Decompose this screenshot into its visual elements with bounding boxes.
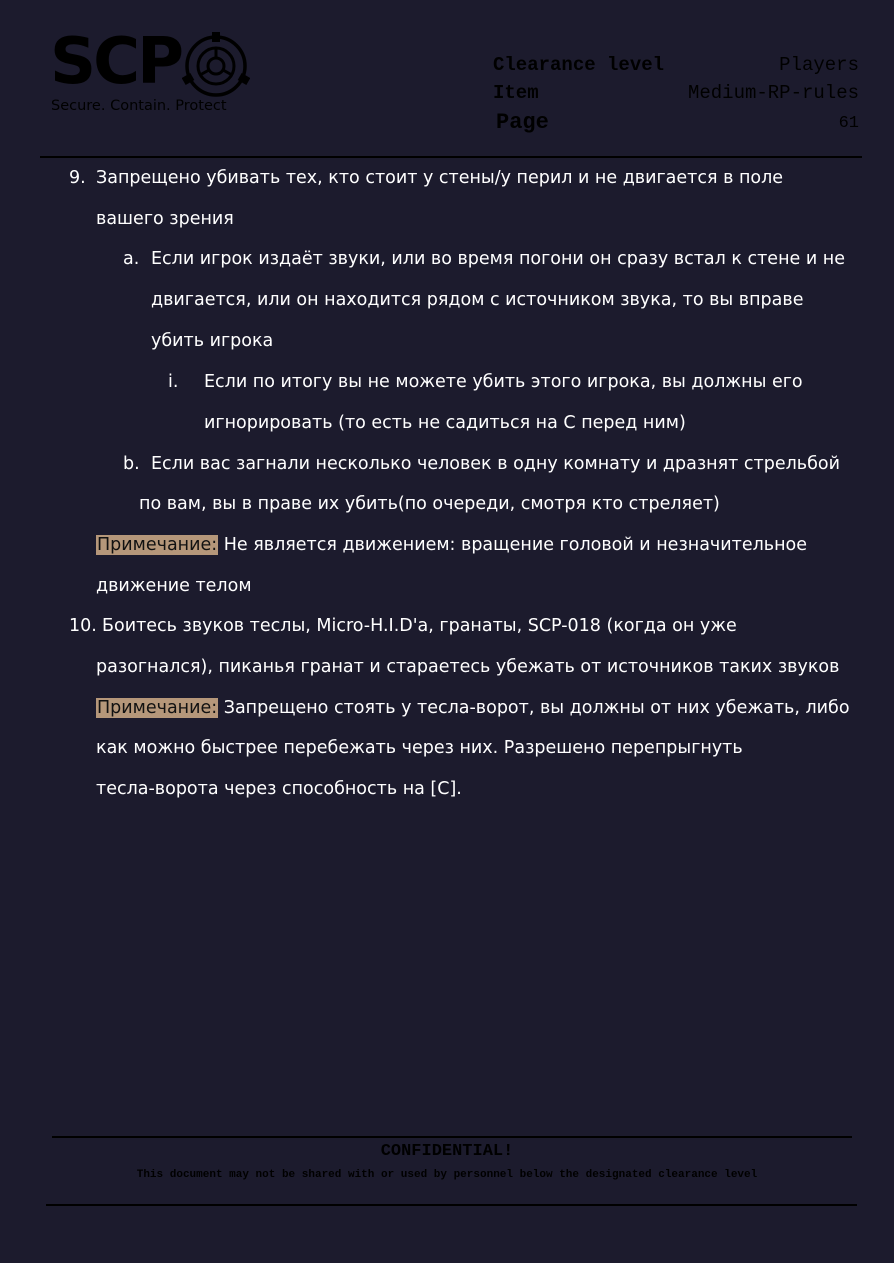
item-10-text: Боитесь звуков теслы, Micro-H.I.D'a, гранаты, SCP-018 (когда он уже bbox=[102, 616, 737, 636]
note-paragraph bbox=[96, 533, 807, 557]
meta-value: Players bbox=[779, 54, 859, 76]
meta-key: Clearance level bbox=[493, 54, 665, 76]
item-9a-text: Если игрок издаёт звуки, или во время погони он сразу встал к стене и не bbox=[151, 249, 845, 269]
item-9a-text: двигается, или он находится рядом с источником звука, то вы вправе bbox=[151, 290, 804, 310]
list-marker: 10. bbox=[69, 616, 97, 636]
list-marker: i. bbox=[168, 372, 179, 392]
item-9-text: вашего зрения bbox=[96, 209, 234, 229]
header-divider bbox=[40, 156, 862, 158]
note-text: движение телом bbox=[96, 576, 252, 596]
item-10-text: разогнался), пиканья гранат и стараетесь убежать от источников таких звуков bbox=[96, 657, 840, 677]
scp-logo bbox=[50, 25, 260, 122]
note-text: Запрещено стоять у тесла-ворот, вы должны от них убежать, либо bbox=[223, 698, 850, 718]
item-9b-text: по вам, вы в праве их убить(по очереди, смотря кто стреляет) bbox=[139, 494, 720, 514]
item-9a-text: убить игрока bbox=[151, 331, 274, 351]
logo-text: SCP bbox=[50, 25, 181, 99]
note-label: Примечание: bbox=[97, 535, 218, 555]
note-text: Не является движением: вращение головой и незначительное bbox=[223, 535, 808, 555]
list-marker: b. bbox=[123, 454, 140, 474]
note-paragraph bbox=[96, 696, 850, 720]
item-9-text: Запрещено убивать тех, кто стоит у стены/у перил и не двигается в поле bbox=[96, 168, 784, 188]
logo-tagline: Secure. Contain. Protect bbox=[51, 98, 227, 114]
confidential-title: CONFIDENTIAL! bbox=[380, 1142, 514, 1161]
item-9ai-text: Если по итогу вы не можете убить этого игрока, вы должны его bbox=[204, 372, 803, 392]
item-9b-text: Если вас загнали несколько человек в одну комнату и дразнят стрельбой bbox=[151, 454, 840, 474]
list-marker: 9. bbox=[69, 168, 86, 188]
confidential-notice: This document may not be shared with or used by personnel below the designated clearance level bbox=[136, 1169, 758, 1181]
meta-key: Page bbox=[496, 110, 549, 135]
note-text: тесла-ворота через способность на [C]. bbox=[96, 779, 462, 799]
meta-row-page bbox=[493, 110, 859, 138]
page-number: 61 bbox=[838, 114, 859, 133]
item-9ai-text: игнорировать (то есть не садиться на С перед ним) bbox=[204, 413, 686, 433]
meta-key: Item bbox=[493, 82, 539, 104]
document-meta bbox=[493, 54, 859, 138]
scp-emblem-icon bbox=[182, 32, 250, 100]
meta-row-item bbox=[493, 82, 859, 110]
list-marker: a. bbox=[123, 249, 140, 269]
note-text: как можно быстрее перебежать через них. Разрешено перепрыгнуть bbox=[96, 738, 743, 758]
footer-top-divider bbox=[52, 1136, 852, 1138]
meta-row-clearance bbox=[493, 54, 859, 82]
meta-value: Medium-RP-rules bbox=[687, 82, 859, 104]
note-label: Примечание: bbox=[97, 698, 218, 718]
footer-bottom-divider bbox=[46, 1204, 857, 1206]
